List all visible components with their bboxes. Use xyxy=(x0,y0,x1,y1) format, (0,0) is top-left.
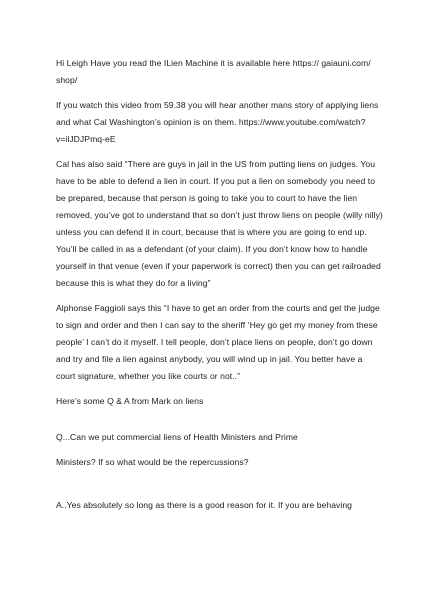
paragraph-alphonse-quote xyxy=(56,300,380,385)
paragraph-qa-intro xyxy=(56,393,376,410)
paragraph-video xyxy=(56,97,379,148)
paragraph-answer xyxy=(56,497,376,514)
text-line: people’ I can’t do it myself. I tell people, don’t place liens on people, don’t go down xyxy=(56,337,373,347)
document-body xyxy=(56,55,383,522)
text-line: Hi Leigh Have you read the ILien Machine it is available here https:// gaiauni.com/ xyxy=(56,58,371,68)
text-line: If you watch this video from 59.38 you will hear another mans story of applying liens xyxy=(56,100,379,110)
text-line: removed, you’ve got to understand that so don’t just throw liens on people (willy nilly) xyxy=(56,210,383,220)
text-line: court signature, whether you like courts or not..” xyxy=(56,371,241,381)
text-line: and try and file a lien against anybody, you will wind up in jail. You better have a xyxy=(56,354,363,364)
text-line: and what Cal Washington’s opinion is on them. https://www.youtube.com/watch? xyxy=(56,117,366,127)
text-line: You’ll be called in as a defendant (of your claim). If you don’t know how to handle xyxy=(56,244,368,254)
text-line: yourself in that venue (even if your paperwork is correct) then you can get railroaded xyxy=(56,261,381,271)
paragraph-question-continued xyxy=(56,454,376,471)
text-line: Q...Can we put commercial liens of Health Ministers and Prime xyxy=(56,432,298,442)
text-line: be prepared, because that person is going to take you to court to have the lien xyxy=(56,193,358,203)
text-line: unless you can defend it in court, because that is where you are going to end up. xyxy=(56,227,367,237)
text-line: v=ilJDJPmq-eE xyxy=(56,134,116,144)
text-line: because this is what they do for a living” xyxy=(56,278,211,288)
paragraph-cal-quote xyxy=(56,156,383,292)
paragraph-question xyxy=(56,429,376,446)
text-line: Cal has also said “There are guys in jail in the US from putting liens on judges. You xyxy=(56,159,376,169)
text-line: A..Yes absolutely so long as there is a good reason for it. If you are behaving xyxy=(56,500,353,510)
text-line: have to be able to defend a lien in court. If you put a lien on somebody you need to xyxy=(56,176,376,186)
paragraph-greeting xyxy=(56,55,376,89)
text-line: Ministers? If so what would be the repercussions? xyxy=(56,457,249,467)
text-line: Here’s some Q & A from Mark on liens xyxy=(56,396,204,406)
text-line: shop/ xyxy=(56,75,78,85)
text-line: to sign and order and then I can say to the sheriff ‘Hey go get my money from these xyxy=(56,320,378,330)
text-line: Alphonse Faggioli says this “I have to get an order from the courts and get the judge xyxy=(56,303,380,313)
